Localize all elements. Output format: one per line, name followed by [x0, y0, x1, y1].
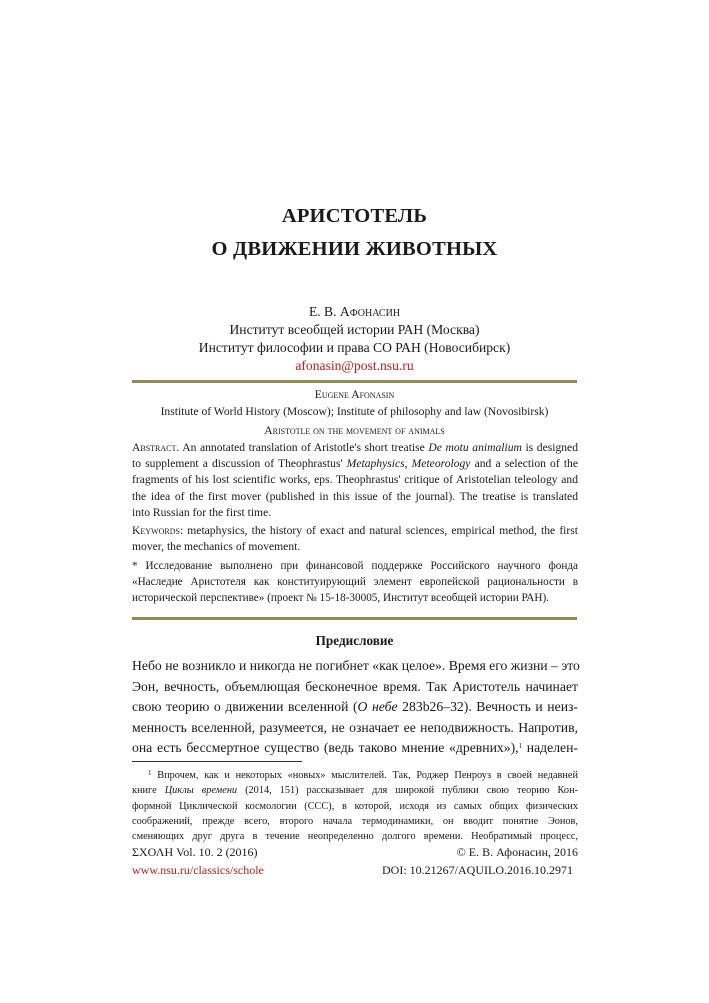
english-affiliation: Institute of World History (Moscow); Institute of philosophy and law (Novosibirsk): [160, 405, 549, 418]
keywords: Keywords: metaphysics, the history of exact and natural sciences, empirical method, the first mover, the mechanics of movement.: [132, 524, 578, 554]
doi-identifier: DOI: 10.21267/AQUILO.2016.10.2971: [382, 863, 573, 877]
footnote-separator: [132, 761, 302, 762]
funding-note: * Исследование выполнено при финансовой поддержке Российского научного фонда «Наследие Аристотеля как конституирующий элемент европейской рациональности в исторической перспективе» (проект № 15-18-30005, Институт всеобщей истории РАН).: [132, 560, 578, 605]
footnote: $^1$ Впрочем, как и некоторых «новых» мыслителей. Так, Роджер Пенроуз в своей недавней книге Циклы времени (2014, 151) рассказывает для широкой публики свою теорию Кон- формной Циклической космологии (CCC), в которой, исходя из самых общих физических соображений, прежде всего, второго начала термодинамики, он вводит понятие Эонов, сменяющих друг друга в течение неопределенно долгого времени. Необратимый процесс,: [132, 769, 579, 843]
english-author-name: Eugene Afonasin: [314, 388, 395, 401]
body-paragraph: Небо не возникло и никогда не погибнет «как целое». Время его жизни – это Эон, вечность, объемлющая бесконечное время. Так Аристотель начинает свою теорию о движении вселенной (О небе 283b26–32). Вечность и неиз- менность вселенной, разумеется, не означает ее неподвижность. Напротив, она есть бессмертное существо (ведь таково мнение «древних»),$^1$ наделен-: [132, 658, 580, 756]
article-title-line-2: О ДВИЖЕНИИ ЖИВОТНЫХ: [211, 238, 498, 260]
bottom-divider: [132, 617, 577, 620]
top-divider: [132, 380, 577, 383]
article-title-line-1: АРИСТОТЕЛЬ: [281, 205, 428, 227]
author-affiliation-1: Институт всеобщей истории РАН (Москва): [229, 322, 480, 337]
author-affiliation-2: Институт философии и права СО РАН (Новосибирск): [198, 340, 511, 355]
author-name: Е. В. Афонасин: [308, 304, 401, 319]
abstract: Abstract. An annotated translation of Aristotle's short treatise De motu animalium is designed to supplement a discussion of Theophrastus' Metaphysics, Meteorology and a selection of the fragments of his lost scientific works, eps. Theophrastus' critique of Aristotelian teleology and the idea of the first mover (published in this issue of the journal). The treatise is translated into Russian for the first time.: [132, 441, 578, 519]
journal-citation: ΣΧΟΛΗ Vol. 10. 2 (2016): [132, 845, 258, 859]
footnote-reference[interactable]: 1: [518, 742, 523, 751]
english-title: Aristotle on the movement of animals: [264, 424, 445, 437]
section-heading: Предисловие: [315, 633, 394, 648]
journal-url-link[interactable]: www.nsu.ru/classics/schole: [132, 863, 264, 877]
copyright-notice: © Е. В. Афонасин, 2016: [456, 845, 578, 859]
author-email-link[interactable]: afonasin@post.nsu.ru: [295, 358, 414, 373]
